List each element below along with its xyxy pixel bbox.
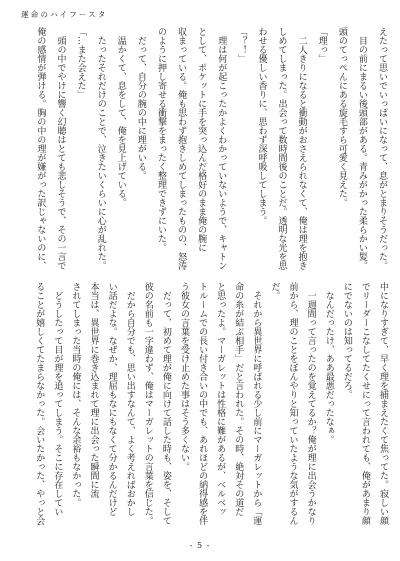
text-line: それから異世界に呼ばれる少し前にマーガレットから「運	[251, 291, 262, 525]
text-line: だって、自分の腕の中に理がいる。	[135, 36, 146, 180]
text-line: 頭のてっぺんにある旋毛すら可愛く見えた。	[336, 27, 347, 207]
text-line: 命の糸が結ぶ相手」だと言われた。その時、絶対その道だ	[233, 282, 244, 516]
text-line: されてしまった当時の俺には、そんな余裕もなかった。	[70, 282, 81, 507]
text-line: う彼女の言葉を受け止めた事はそう多くない。	[178, 282, 189, 471]
text-line: トルームでの長い付き合いの中でも、あれほどの納得感を伴	[197, 282, 208, 525]
text-line: だって、初めて理が俺に向けて話した時も、姿を、そして	[160, 291, 171, 525]
text-line: 中になりすぎて、早く理を捕まえたくて焦ってた。寂しい顔	[378, 282, 388, 525]
text-line: 温かくて、息をして、俺を見上げている。	[115, 36, 126, 207]
text-line: 「？！」	[236, 27, 247, 63]
text-line: 彼の名前も一字違わず、俺はマーガレットの言葉を信じた。	[142, 282, 153, 525]
text-line: い話だよな。なぜか、理屈もなにもなくて分かるんだけど	[106, 282, 117, 516]
text-line: でリーダーこなしてたくせにって言われても、俺があまり顔	[359, 282, 370, 525]
text-line: として、ポケットに手を突っ込んだ格好のまま俺の腕に	[196, 27, 207, 252]
text-line: 前から、理のことをぼんやりと知っていたような気がするん	[287, 282, 298, 525]
page-number: - 5 -	[189, 541, 211, 550]
text-line: 理は何が起こったかよくわかっていないようで、キャトン	[216, 36, 227, 270]
text-line: 頭の中でやけに響く幻聴はとても悲しそうで、その一言で	[55, 36, 66, 270]
text-line: えたって思いでいっぱいになって、息がとまりそうだった。	[377, 27, 387, 270]
text-line: 一週間って言ったのを覚えてるか？俺が理に出会うかなり	[305, 291, 316, 525]
text-line: しめてしまった。出会って数時間後のことだ。透明な光を思	[276, 27, 287, 270]
text-line: と思ったよ。マーガレットは性格に難があるが、ベルベッ	[215, 282, 226, 516]
lower-text-block	[30, 282, 392, 528]
text-line: だ。	[269, 282, 280, 300]
running-title: 運命のハイフースタ	[21, 10, 108, 19]
text-line: だから自分でも、思い出すなんて、よく考えればおかし	[124, 291, 135, 516]
text-line: 目の前にまるい後頭部がある。青みがかった柔らかい髪。	[356, 36, 367, 270]
text-line: わせる優しい香りに、思わず深呼吸してしまう。	[256, 27, 267, 225]
text-line: 「…また会えた」	[75, 27, 86, 99]
text-line: 二人きりになると衝動がおさえられなくて、俺は理を抱き	[296, 36, 307, 270]
text-line: たったそれだけのことで、泣きたいくらいに心が乱れた。	[95, 36, 106, 270]
text-line: 収まっている。俺も思わず抱きしめてしまったものの、怒涛	[176, 27, 187, 270]
text-line: のように押し寄せる衝撃をまったく整理できずにいた。	[155, 27, 166, 252]
text-line: 俺の感情が弾ける。胸の中の理が嫌がった訳じゃないのに、	[35, 27, 46, 270]
text-line: 「理っ」	[316, 27, 327, 63]
text-line: どうしたって目が理を追ってしまう。そこに存在してい	[52, 291, 63, 516]
text-line: なんだったけ、ああ最悪だったなぁ。	[323, 291, 334, 444]
text-line: 本当は、異世界に巻き込まれて理に出会った瞬間に流	[88, 282, 99, 498]
upper-text-block	[30, 27, 392, 273]
text-line: にでないのは知ってるだろ。	[341, 282, 352, 399]
text-line: ることが嬉しくてたまらなかった。会いたかった、やっと会	[34, 282, 45, 525]
